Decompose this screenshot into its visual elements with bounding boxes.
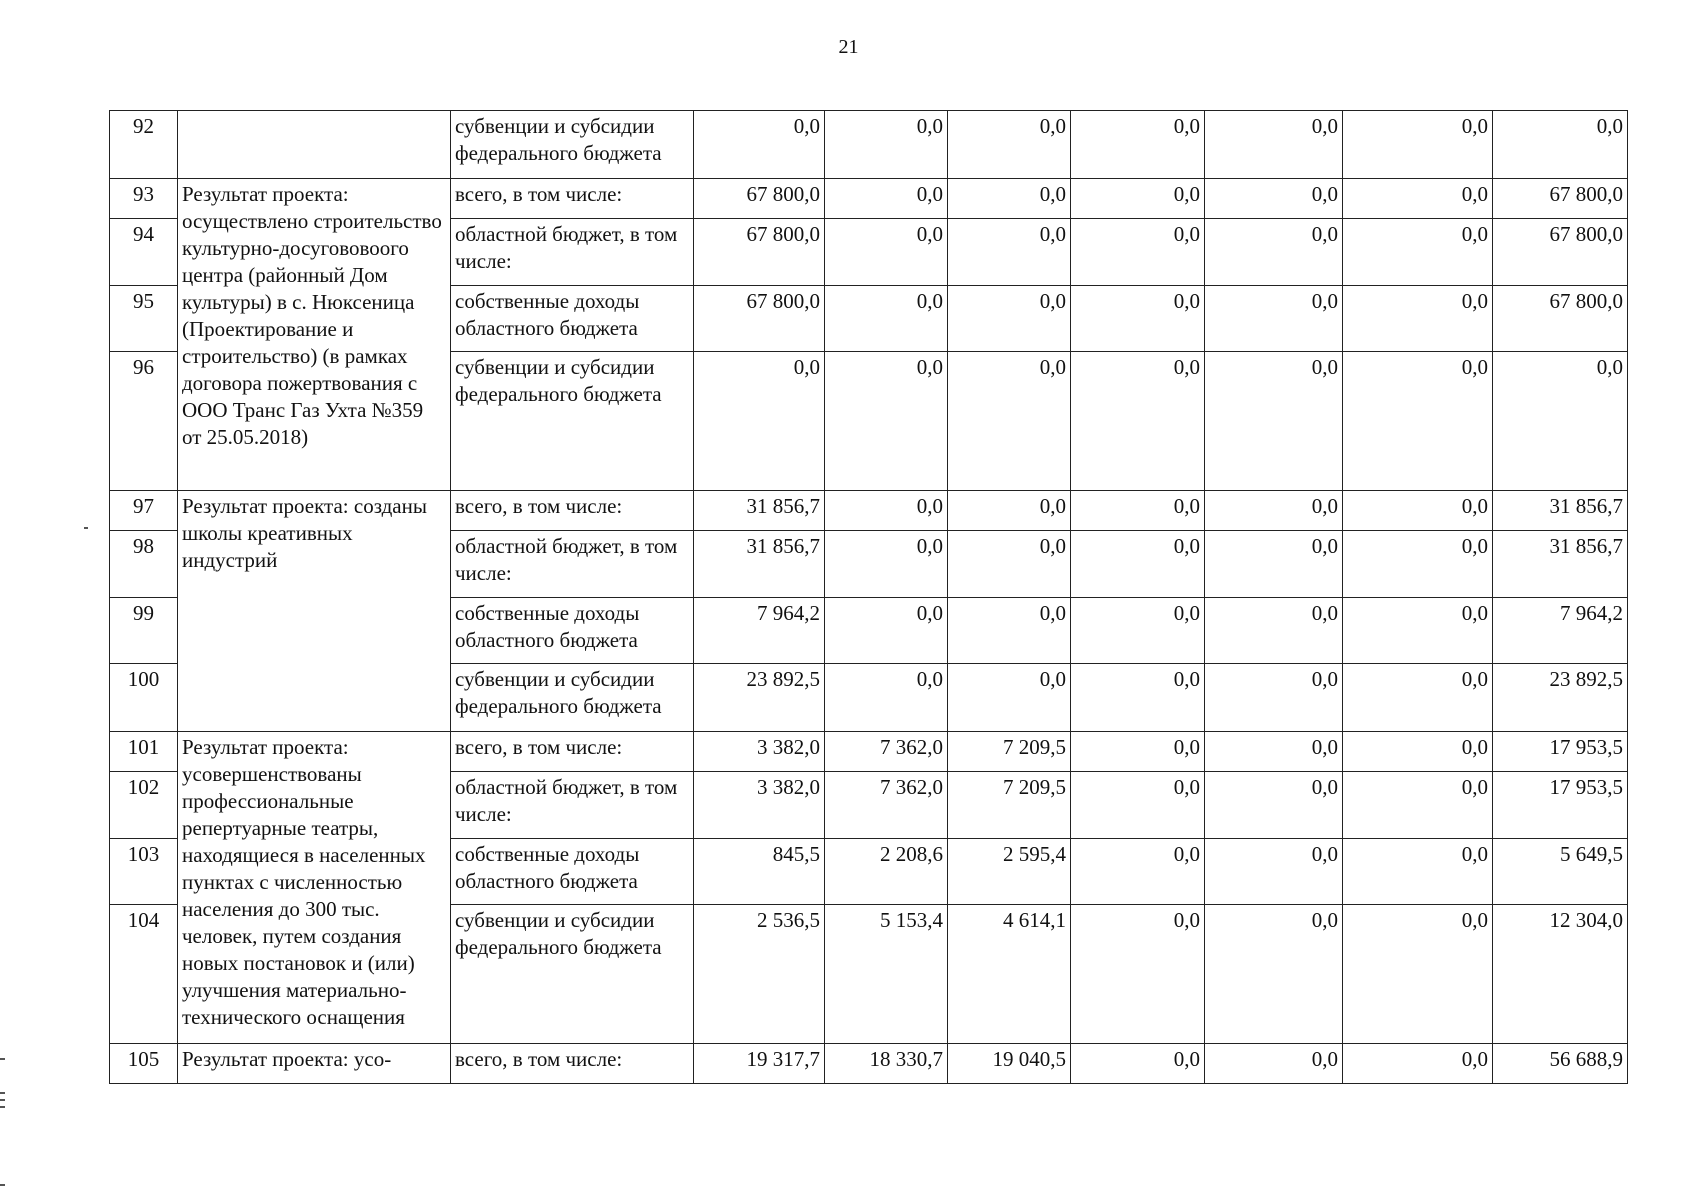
- row-number: 103: [110, 839, 178, 905]
- scan-artifact: [0, 1092, 5, 1094]
- budget-value-cell: 7 964,2: [694, 598, 825, 664]
- funding-source-cell: собственные доходы областного бюджета: [451, 286, 694, 352]
- funding-source-cell: всего, в том числе:: [451, 1044, 694, 1084]
- row-number: 105: [110, 1044, 178, 1084]
- project-result-cell: Результат проекта: усовершенствованы профессиональные репертуарные театры, находящиеся в населенных пунктах с численностью населения до 300 тыс. человек, путем создания новых постановок и (или) улучшения материально-технического оснащения: [178, 732, 451, 1044]
- total-value-cell: 67 800,0: [1493, 179, 1628, 219]
- scan-artifact: [84, 527, 88, 529]
- funding-source-cell: всего, в том числе:: [451, 491, 694, 531]
- project-cell-empty: [178, 111, 451, 179]
- budget-value-cell: 67 800,0: [694, 219, 825, 286]
- funding-source-cell: собственные доходы областного бюджета: [451, 839, 694, 905]
- budget-value-cell: 0,0: [1343, 111, 1493, 179]
- row-number: 102: [110, 772, 178, 839]
- budget-value-cell: 19 040,5: [948, 1044, 1071, 1084]
- total-value-cell: 17 953,5: [1493, 772, 1628, 839]
- budget-value-cell: 0,0: [1343, 839, 1493, 905]
- budget-value-cell: 0,0: [1205, 905, 1343, 1044]
- budget-value-cell: 0,0: [825, 598, 948, 664]
- total-value-cell: 56 688,9: [1493, 1044, 1628, 1084]
- total-value-cell: 17 953,5: [1493, 732, 1628, 772]
- budget-value-cell: 0,0: [1343, 1044, 1493, 1084]
- budget-value-cell: 0,0: [825, 352, 948, 491]
- budget-value-cell: 0,0: [1071, 664, 1205, 732]
- budget-value-cell: 0,0: [948, 664, 1071, 732]
- budget-value-cell: 0,0: [1343, 732, 1493, 772]
- budget-value-cell: 0,0: [1205, 111, 1343, 179]
- funding-source-cell: субвенции и субсидии федерального бюджета: [451, 111, 694, 179]
- budget-value-cell: 23 892,5: [694, 664, 825, 732]
- budget-value-cell: 0,0: [1071, 286, 1205, 352]
- budget-value-cell: 0,0: [825, 491, 948, 531]
- budget-value-cell: 0,0: [694, 111, 825, 179]
- budget-value-cell: 0,0: [1071, 905, 1205, 1044]
- budget-value-cell: 0,0: [1071, 598, 1205, 664]
- row-number: 96: [110, 352, 178, 491]
- funding-source-cell: областной бюджет, в том числе:: [451, 219, 694, 286]
- budget-value-cell: 2 595,4: [948, 839, 1071, 905]
- budget-value-cell: 0,0: [948, 179, 1071, 219]
- budget-value-cell: 0,0: [1205, 531, 1343, 598]
- row-number: 99: [110, 598, 178, 664]
- budget-value-cell: 7 209,5: [948, 772, 1071, 839]
- budget-value-cell: 7 362,0: [825, 732, 948, 772]
- scan-artifact: [0, 1184, 5, 1186]
- budget-value-cell: 0,0: [1343, 772, 1493, 839]
- budget-value-cell: 31 856,7: [694, 491, 825, 531]
- budget-value-cell: 0,0: [1205, 179, 1343, 219]
- table-row: [110, 111, 1628, 179]
- budget-value-cell: 0,0: [694, 352, 825, 491]
- budget-value-cell: 0,0: [1071, 111, 1205, 179]
- funding-source-cell: всего, в том числе:: [451, 732, 694, 772]
- scan-artifact: [0, 1058, 5, 1060]
- total-value-cell: 31 856,7: [1493, 531, 1628, 598]
- budget-value-cell: 4 614,1: [948, 905, 1071, 1044]
- budget-value-cell: 0,0: [1205, 219, 1343, 286]
- budget-value-cell: 0,0: [948, 531, 1071, 598]
- budget-value-cell: 0,0: [1205, 491, 1343, 531]
- scan-artifact: [0, 1099, 5, 1101]
- budget-value-cell: 0,0: [1071, 491, 1205, 531]
- funding-source-cell: субвенции и субсидии федерального бюджета: [451, 905, 694, 1044]
- budget-value-cell: 0,0: [1071, 179, 1205, 219]
- total-value-cell: 67 800,0: [1493, 286, 1628, 352]
- row-number: 97: [110, 491, 178, 531]
- budget-value-cell: 67 800,0: [694, 179, 825, 219]
- row-number: 104: [110, 905, 178, 1044]
- budget-value-cell: 0,0: [1071, 219, 1205, 286]
- budget-value-cell: 0,0: [1205, 664, 1343, 732]
- budget-value-cell: 7 209,5: [948, 732, 1071, 772]
- budget-value-cell: 0,0: [825, 179, 948, 219]
- budget-value-cell: 0,0: [825, 286, 948, 352]
- budget-value-cell: 0,0: [1205, 352, 1343, 491]
- row-number: 98: [110, 531, 178, 598]
- budget-value-cell: 0,0: [948, 219, 1071, 286]
- budget-value-cell: 0,0: [825, 111, 948, 179]
- budget-value-cell: 0,0: [1343, 905, 1493, 1044]
- funding-source-cell: субвенции и субсидии федерального бюджета: [451, 664, 694, 732]
- project-result-cell: Результат проекта: созданы школы креативных индустрий: [178, 491, 451, 732]
- budget-value-cell: 2 208,6: [825, 839, 948, 905]
- total-value-cell: 0,0: [1493, 111, 1628, 179]
- budget-value-cell: 3 382,0: [694, 732, 825, 772]
- budget-value-cell: 0,0: [1343, 352, 1493, 491]
- budget-value-cell: 0,0: [1205, 732, 1343, 772]
- budget-value-cell: 5 153,4: [825, 905, 948, 1044]
- budget-value-cell: 3 382,0: [694, 772, 825, 839]
- table-row: [110, 1044, 1628, 1084]
- budget-value-cell: 0,0: [1071, 531, 1205, 598]
- funding-source-cell: всего, в том числе:: [451, 179, 694, 219]
- budget-value-cell: 0,0: [1343, 531, 1493, 598]
- budget-value-cell: 19 317,7: [694, 1044, 825, 1084]
- budget-value-cell: 0,0: [1343, 219, 1493, 286]
- budget-value-cell: 0,0: [1071, 772, 1205, 839]
- row-number: 92: [110, 111, 178, 179]
- funding-source-cell: областной бюджет, в том числе:: [451, 772, 694, 839]
- budget-value-cell: 0,0: [1205, 772, 1343, 839]
- budget-value-cell: 0,0: [948, 286, 1071, 352]
- budget-value-cell: 67 800,0: [694, 286, 825, 352]
- scan-artifact: [0, 1106, 5, 1108]
- budget-value-cell: 0,0: [948, 352, 1071, 491]
- table-row: [110, 732, 1628, 772]
- row-number: 101: [110, 732, 178, 772]
- budget-value-cell: 845,5: [694, 839, 825, 905]
- budget-value-cell: 0,0: [1071, 839, 1205, 905]
- total-value-cell: 23 892,5: [1493, 664, 1628, 732]
- budget-value-cell: 0,0: [825, 664, 948, 732]
- budget-value-cell: 18 330,7: [825, 1044, 948, 1084]
- budget-value-cell: 0,0: [1205, 598, 1343, 664]
- budget-value-cell: 0,0: [1343, 179, 1493, 219]
- row-number: 100: [110, 664, 178, 732]
- budget-value-cell: 0,0: [948, 111, 1071, 179]
- page-number: 21: [838, 36, 859, 58]
- budget-value-cell: 0,0: [948, 598, 1071, 664]
- budget-value-cell: 31 856,7: [694, 531, 825, 598]
- budget-value-cell: 0,0: [1343, 598, 1493, 664]
- budget-value-cell: 0,0: [825, 531, 948, 598]
- row-number: 94: [110, 219, 178, 286]
- budget-value-cell: 7 362,0: [825, 772, 948, 839]
- budget-value-cell: 2 536,5: [694, 905, 825, 1044]
- total-value-cell: 0,0: [1493, 352, 1628, 491]
- project-result-cell: Результат проекта: усо-: [178, 1044, 451, 1084]
- budget-value-cell: 0,0: [1205, 839, 1343, 905]
- budget-value-cell: 0,0: [1071, 732, 1205, 772]
- budget-value-cell: 0,0: [1343, 491, 1493, 531]
- funding-source-cell: собственные доходы областного бюджета: [451, 598, 694, 664]
- total-value-cell: 5 649,5: [1493, 839, 1628, 905]
- total-value-cell: 31 856,7: [1493, 491, 1628, 531]
- budget-value-cell: 0,0: [1343, 664, 1493, 732]
- table-row: [110, 491, 1628, 531]
- funding-source-cell: субвенции и субсидии федерального бюджета: [451, 352, 694, 491]
- row-number: 95: [110, 286, 178, 352]
- budget-value-cell: 0,0: [1343, 286, 1493, 352]
- budget-value-cell: 0,0: [948, 491, 1071, 531]
- budget-value-cell: 0,0: [1071, 1044, 1205, 1084]
- budget-value-cell: 0,0: [1205, 1044, 1343, 1084]
- budget-value-cell: 0,0: [825, 219, 948, 286]
- total-value-cell: 7 964,2: [1493, 598, 1628, 664]
- funding-source-cell: областной бюджет, в том числе:: [451, 531, 694, 598]
- total-value-cell: 12 304,0: [1493, 905, 1628, 1044]
- budget-table: [109, 110, 1628, 1084]
- project-result-cell: Результат проекта: осуществлено строительство культурно-досугововоого центра (районный Дом культуры) в с. Нюксеница (Проектирование и строительство) (в рамках договора пожертвования с ООО Транс Газ Ухта №359 от 25.05.2018): [178, 179, 451, 491]
- budget-value-cell: 0,0: [1205, 286, 1343, 352]
- total-value-cell: 67 800,0: [1493, 219, 1628, 286]
- table-row: [110, 179, 1628, 219]
- budget-value-cell: 0,0: [1071, 352, 1205, 491]
- row-number: 93: [110, 179, 178, 219]
